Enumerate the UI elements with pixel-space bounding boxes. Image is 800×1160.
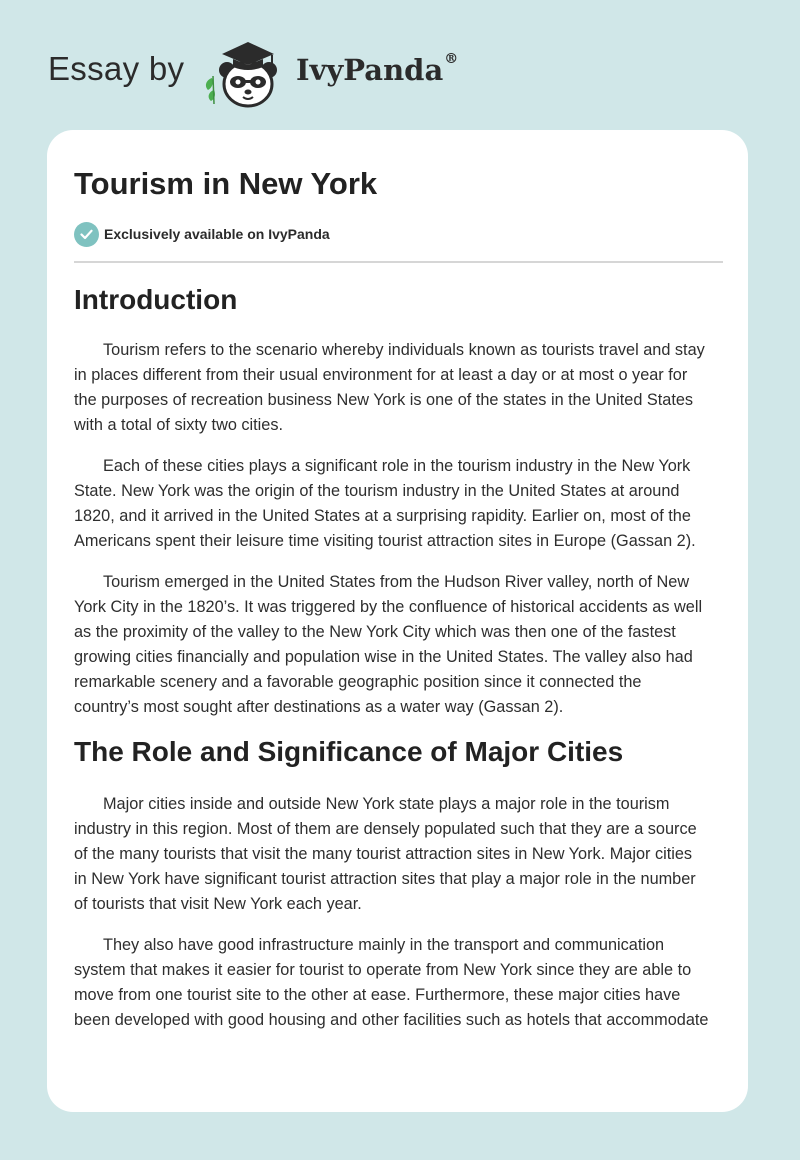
paragraph: Each of these cities plays a significant role in the tourism industry in the New York State. New York was the origin of the tourism industry in the United States at around 1820, and it arrived in the United States at a surprising rapidity. Earlier on, most of the Americans spent their leisure time visiting tourist attraction sites in Europe (Gassan 2). <box>74 457 696 550</box>
essay-body <box>74 282 724 1033</box>
paragraph: Tourism emerged in the United States from the Hudson River valley, north of New York City in the 1820’s. It was triggered by the confluence of historical accidents as well as the proximity of the valley to the New York City which was then one of the fastest growing cities financially and population wise in the United States. The valley also had remarkable scenery and a favorable geographic position since it connected the country’s most sought after destinations as a water way (Gassan 2). <box>74 573 703 716</box>
exclusive-badge <box>74 221 330 247</box>
panda-graduate-logo-icon[interactable] <box>200 34 292 110</box>
paragraph: Tourism refers to the scenario whereby individuals known as tourists travel and stay in places different from their usual environment for at least a day or at most o year for the purposes of recreation business New York is one of the states in the United States with a total of sixty two cities. <box>74 341 705 434</box>
site-header <box>0 0 800 130</box>
section-heading-major-cities: The Role and Significance of Major Cities <box>74 736 624 767</box>
registered-mark: ® <box>444 51 459 67</box>
brand-name-text: IvyPanda <box>296 53 444 87</box>
exclusive-badge-text: Exclusively available on IvyPanda <box>104 226 330 242</box>
brand-prefix: Essay by <box>48 50 185 87</box>
brand-name[interactable] <box>296 53 458 87</box>
paragraph: They also have good infrastructure mainly in the transport and communication system that makes it easier for tourist to operate from New York since they are able to move from one tourist site to the other at ease. Furthermore, these major cities have been developed with good housing and other facilities such as hotels that accommodate <box>74 936 709 1029</box>
essay-title: Tourism in New York <box>74 166 378 201</box>
paragraph: Major cities inside and outside New York state plays a major role in the tourism industry in this region. Most of them are densely populated such that they are a source of the many tourists that visit the many tourist attraction sites in New York. Major cities in New York have significant tourist attraction sites that play a major role in the number of tourists that visit New York each year. <box>74 795 697 913</box>
section-heading-introduction: Introduction <box>74 284 238 315</box>
title-divider <box>74 261 723 263</box>
check-icon <box>74 222 99 247</box>
essay-card <box>47 130 748 1112</box>
